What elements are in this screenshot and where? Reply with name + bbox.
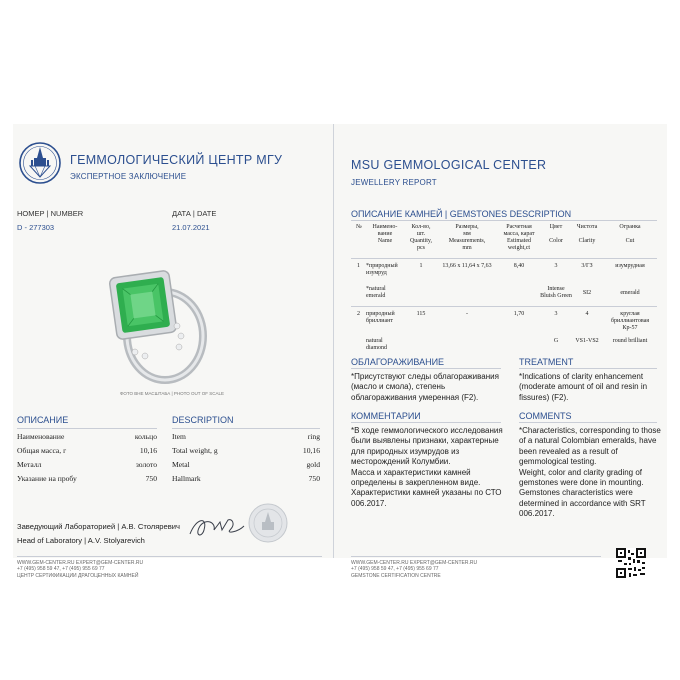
footer-right — [351, 560, 477, 579]
footer-left — [17, 560, 143, 579]
desc-label: Указание на пробу — [17, 474, 77, 483]
head-of-lab-ru: Заведующий Лабораторией | А.В. Столяревич — [17, 522, 180, 531]
rule-gems — [351, 220, 657, 221]
stone-weight: 1,70 — [513, 311, 525, 317]
date-label: ДАТА | DATE — [172, 209, 217, 218]
rule-stone-1 — [351, 306, 657, 307]
desc-label: Наименование — [17, 432, 65, 441]
stone-clarity-en: VS1-VS2 — [575, 338, 599, 344]
rule-comm-en — [519, 422, 657, 423]
col-header-weight-en: Estimated weight,ct — [507, 238, 531, 251]
footer-rule-right — [351, 556, 601, 557]
signature — [186, 512, 246, 542]
col-header-size: Размеры, мм — [455, 224, 479, 237]
org-title-ru: ГЕММОЛОГИЧЕСКИЙ ЦЕНТР МГУ — [70, 153, 283, 167]
description-heading-ru: ОПИСАНИЕ — [17, 415, 69, 425]
stone-cut-en: emerald — [620, 290, 640, 296]
desc-row-en — [172, 432, 320, 441]
kremlin-diamond-logo-icon — [18, 141, 62, 185]
footer-phone: +7 (495) 958 59 47, +7 (495) 955 69 77 — [17, 566, 105, 573]
desc-row-ru — [17, 432, 157, 441]
stone-size: - — [466, 311, 468, 317]
stone-weight: 8,40 — [513, 263, 525, 269]
stone-cut-en: round brilliant — [612, 338, 648, 344]
stone-name-en: natural diamond — [366, 338, 387, 351]
rule-table-head — [351, 258, 657, 259]
col-header-cut-en: Cut — [625, 238, 635, 244]
rule-treat-en — [519, 368, 657, 369]
stone-color-en: Intense Bluish Green — [540, 286, 572, 299]
rule-comm-ru — [351, 422, 501, 423]
desc-value: ring — [307, 432, 320, 441]
photo-caption: ФОТО ВНЕ МАСШТАБА | PHOTO OUT OF SCALE — [120, 391, 224, 396]
col-header-num: № — [356, 224, 362, 230]
col-header-name-en: Name — [377, 238, 393, 244]
footer-centre: GEMSTONE CERTIFICATION CENTRE — [351, 572, 441, 579]
desc-label: Total weight, g — [172, 446, 218, 455]
col-header-qty-en: Quantity, pcs — [409, 238, 433, 251]
col-header-size-en: Measurements, mm — [448, 238, 486, 251]
desc-label: Metal — [172, 460, 190, 469]
comments-heading-ru: КОММЕНТАРИИ — [351, 411, 421, 421]
stone-clarity-ru: 4 — [585, 311, 589, 317]
treatment-text-en: *Indications of clarity enhancement (moderate amount of oil and resin in fissures) (F2). — [519, 372, 648, 402]
number-value: D - 277303 — [17, 223, 55, 232]
col-header-qty: Кол-во, шт. — [411, 224, 431, 237]
desc-value: 10,16 — [139, 446, 157, 455]
rule-treat-ru — [351, 368, 501, 369]
ring-photo — [105, 268, 210, 388]
desc-label: Item — [172, 432, 186, 441]
col-header-clarity-en: Clarity — [578, 238, 596, 244]
col-header-color: Цвет — [549, 224, 563, 230]
stone-color-ru: 3 — [554, 311, 558, 317]
treatment-heading-en: TREATMENT — [519, 357, 574, 367]
stamp-seal-icon — [247, 502, 289, 544]
number-label: НОМЕР | NUMBER — [17, 209, 84, 218]
desc-label: Hallmark — [172, 474, 201, 483]
org-subtitle-ru: ЭКСПЕРТНОЕ ЗАКЛЮЧЕНИЕ — [70, 172, 187, 181]
stone-qty: 1 — [419, 263, 423, 269]
stone-name-ru: природный бриллиант — [366, 311, 395, 324]
desc-label: Металл — [17, 460, 42, 469]
rule-desc-ru — [17, 428, 157, 429]
stone-size: 13,66 x 11,64 x 7,63 — [442, 263, 492, 269]
date-value: 21.07.2021 — [172, 223, 210, 232]
footer-rule-left — [17, 556, 322, 557]
col-header-color-en: Color — [549, 238, 563, 244]
col-header-clarity: Чистота — [576, 224, 598, 230]
col-header-cut: Огранка — [619, 224, 641, 230]
comments-text-ru: *В ходе геммологического исследования были выявлены признаки, характерные для природных изумрудов из месторождений Колумбии. Масса и характеристики камней определены в закрепленном виде. Характеристики камней указаны по СТО 006.2017. — [351, 426, 503, 508]
comments-heading-en: COMMENTS — [519, 411, 572, 421]
stone-clarity-en: SI2 — [582, 290, 592, 296]
desc-row-en — [172, 474, 320, 483]
treatment-text-ru: *Присутствуют следы облагораживания (масло и смола), степень облагораживания умеренная (F2). — [351, 372, 499, 402]
stone-qty: 115 — [416, 311, 426, 317]
stone-name-ru: *природный изумруд — [366, 263, 398, 276]
treatment-heading-ru: ОБЛАГОРАЖИВАНИЕ — [351, 357, 445, 367]
column-divider — [333, 124, 334, 558]
desc-value: 10,16 — [302, 446, 320, 455]
stone-cut-ru: круглая бриллиантовая Кр-57 — [610, 311, 650, 331]
desc-row-ru — [17, 460, 157, 469]
org-title-en: MSU GEMMOLOGICAL CENTER — [351, 158, 547, 172]
desc-row-en — [172, 446, 320, 455]
desc-row-en — [172, 460, 320, 469]
footer-phone: +7 (495) 958 59 47, +7 (495) 955 69 77 — [351, 566, 439, 573]
desc-value: золото — [135, 460, 157, 469]
stone-color-en: G — [553, 338, 559, 344]
org-subtitle-en: JEWELLERY REPORT — [351, 178, 437, 187]
desc-value: gold — [306, 460, 320, 469]
footer-centre: ЦЕНТР СЕРТИФИКАЦИИ ДРАГОЦЕННЫХ КАМНЕЙ — [17, 572, 139, 579]
description-heading-en: DESCRIPTION — [172, 415, 234, 425]
comments-text-en: *Characteristics, corresponding to those of a natural Colombian emeralds, have been revealed as a result of gemmological testing. Weight, color and clarity grading of gemstones were done in mounting. Gemstones characteristics were determined in accordance with SRT 006.2017. — [519, 426, 661, 519]
desc-value: 750 — [145, 474, 157, 483]
footer-web: WWW.GEM-CENTER.RU EXPERT@GEM-CENTER.RU — [351, 560, 478, 566]
desc-value: 750 — [308, 474, 320, 483]
qr-code-icon[interactable] — [616, 548, 646, 578]
col-header-name: Наимено- вание — [372, 224, 398, 237]
footer-web: WWW.GEM-CENTER.RU EXPERT@GEM-CENTER.RU — [17, 560, 144, 566]
stone-clarity-ru: 3/ГЗ — [581, 263, 593, 269]
stone-cut-ru: изумрудная — [615, 263, 645, 269]
stone-name-en: *natural emerald — [366, 286, 386, 299]
stone-color-ru: 3 — [554, 263, 558, 269]
desc-value: кольцо — [134, 432, 157, 441]
stone-num: 1 — [357, 263, 360, 269]
head-of-lab-en: Head of Laboratory | A.V. Stolyarevich — [17, 536, 145, 545]
col-header-weight: Расчетная масса, карат — [503, 224, 535, 237]
gemstones-heading: ОПИСАНИЕ КАМНЕЙ | GEMSTONES DESCRIPTION — [351, 209, 572, 219]
rule-desc-en — [172, 428, 320, 429]
desc-row-ru — [17, 474, 157, 483]
stone-num: 2 — [357, 311, 360, 317]
desc-label: Общая масса, г — [17, 446, 67, 455]
desc-row-ru — [17, 446, 157, 455]
